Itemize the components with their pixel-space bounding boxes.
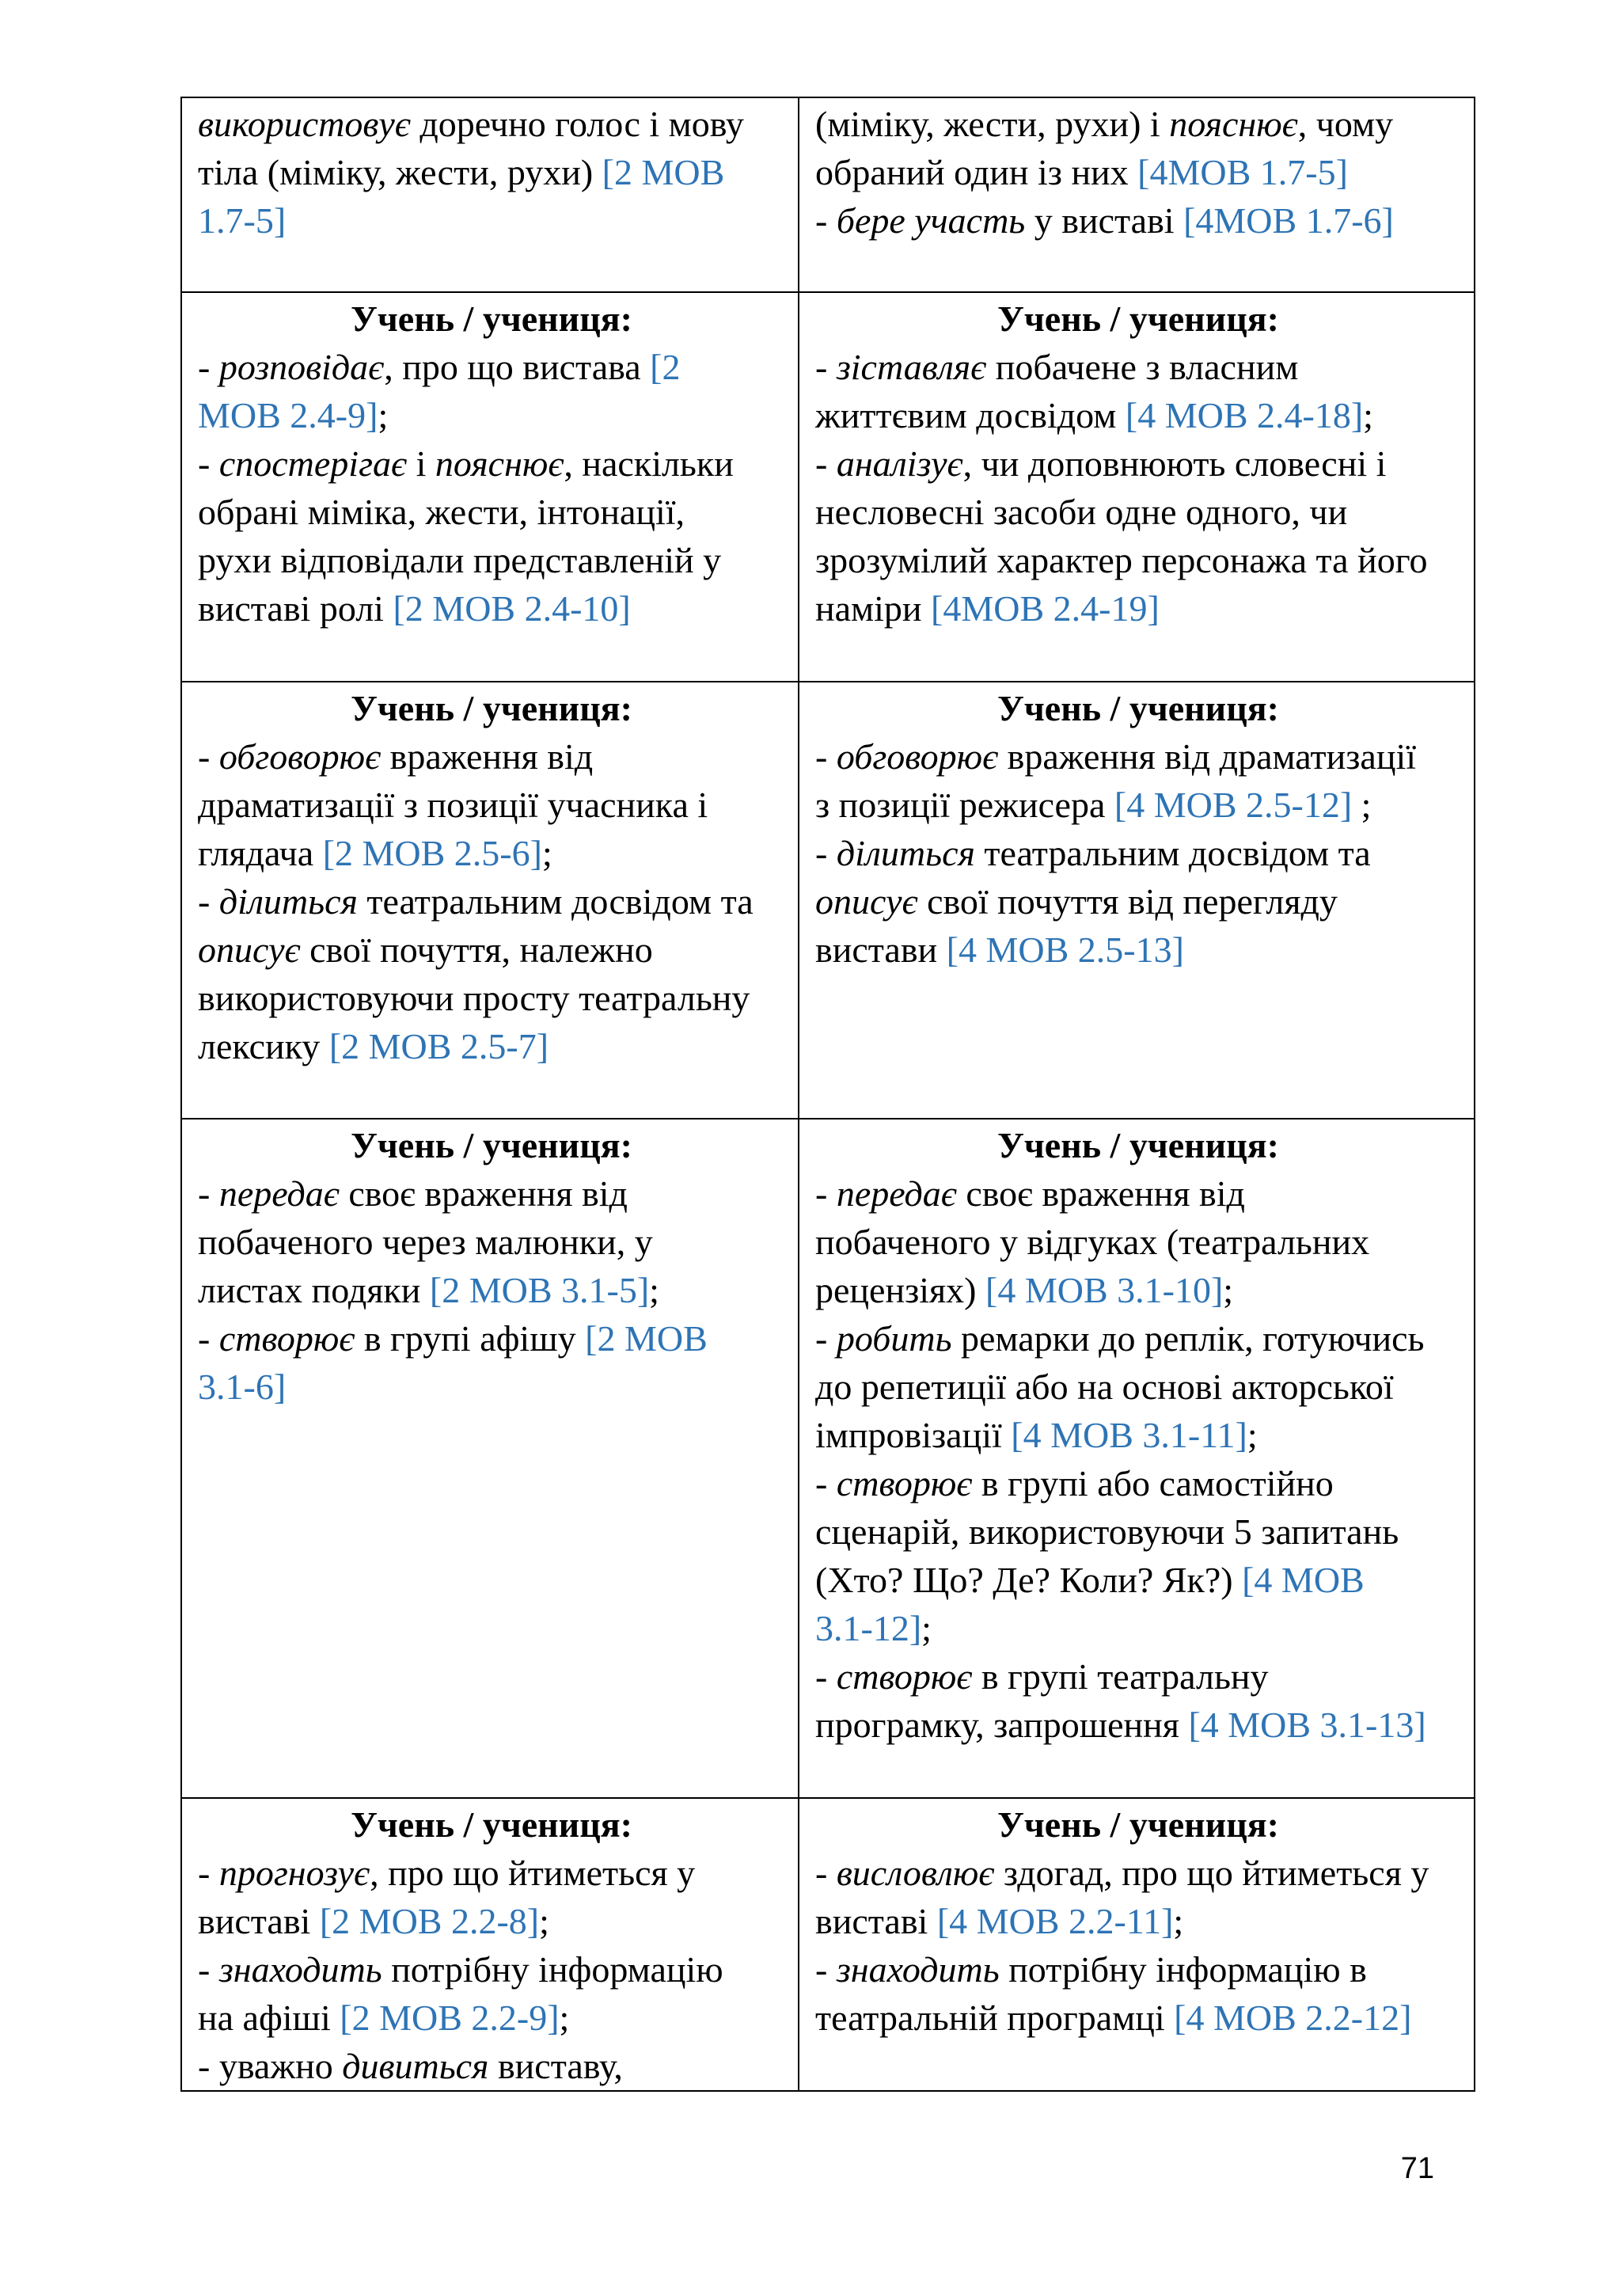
- text-line: [815, 1169, 1461, 1218]
- action-verb: аналізує: [836, 443, 963, 484]
- text-line: [198, 488, 785, 536]
- table-cell-grade-4: [799, 682, 1475, 1119]
- outcome-code-reference: 3.1-6]: [198, 1367, 287, 1407]
- text-fragment: виставі: [198, 1901, 320, 1941]
- text-fragment: своє враження від: [339, 1173, 628, 1214]
- text-line: [198, 974, 785, 1022]
- text-fragment: свої почуття від перегляду: [917, 881, 1338, 922]
- text-line: [198, 1169, 785, 1218]
- text-line: [198, 391, 785, 439]
- text-line: [198, 1218, 785, 1266]
- text-fragment: -: [815, 1173, 837, 1214]
- outcome-code-reference: [4 МОВ 2.5-13]: [946, 929, 1184, 970]
- text-line: [815, 1507, 1461, 1556]
- text-line: [815, 1266, 1461, 1314]
- text-line: [815, 148, 1461, 196]
- text-fragment: -: [815, 1656, 837, 1697]
- text-fragment: ;: [921, 1608, 932, 1648]
- table-cell-grade-4: [799, 1798, 1475, 2091]
- action-verb: дивиться: [342, 2046, 489, 2086]
- text-fragment: виставу,: [488, 2046, 623, 2086]
- text-fragment: театральним досвідом та: [357, 881, 754, 922]
- outcome-code-reference: [4МОВ 1.7-6]: [1183, 200, 1394, 241]
- text-line: [198, 1945, 785, 1994]
- action-verb: описує: [198, 929, 301, 970]
- text-fragment: ;: [539, 1901, 549, 1941]
- cell-heading: Учень / учениця:: [997, 1125, 1279, 1165]
- action-verb: знаходить: [836, 1949, 1000, 1990]
- text-line: [815, 1849, 1461, 1897]
- text-line: [815, 391, 1461, 439]
- table-row: [181, 682, 1475, 1119]
- text-fragment: , чому: [1297, 104, 1394, 144]
- text-line: [198, 781, 785, 829]
- outcome-code-reference: [4 МОВ 2.4-18]: [1125, 395, 1364, 435]
- text-fragment: ремарки до реплік, готуючись: [951, 1318, 1425, 1359]
- text-fragment: -: [198, 347, 219, 387]
- text-fragment: лексику: [198, 1026, 329, 1066]
- cell-heading: Учень / учениця:: [351, 1125, 632, 1165]
- text-fragment: ;: [1247, 1415, 1258, 1455]
- action-verb: висловлює: [836, 1853, 995, 1893]
- outcome-code-reference: [2 МОВ 3.1-5]: [429, 1270, 650, 1310]
- action-verb: створює: [836, 1463, 973, 1503]
- text-fragment: ;: [1363, 395, 1373, 435]
- action-verb: прогнозує: [218, 1853, 370, 1893]
- table-row: [181, 97, 1475, 292]
- outcome-code-reference: МОВ 2.4-9]: [198, 395, 378, 435]
- outcome-code-reference: [4 МОВ 3.1-13]: [1188, 1705, 1426, 1745]
- text-line: [815, 1556, 1461, 1604]
- outcome-code-reference: [4МОВ 2.4-19]: [931, 588, 1160, 629]
- text-fragment: -: [815, 736, 837, 777]
- table-cell-grade-2: [181, 1119, 799, 1798]
- text-line: [198, 343, 785, 391]
- text-fragment: доречно голос і мову: [410, 104, 744, 144]
- text-fragment: -: [815, 347, 837, 387]
- text-line: [198, 1022, 785, 1070]
- text-line: [198, 732, 785, 781]
- text-line: [815, 1314, 1461, 1363]
- text-line: [198, 1849, 785, 1897]
- text-fragment: здогад, про що йтиметься у: [994, 1853, 1429, 1893]
- text-fragment: сценарій, використовуючи 5 запитань: [815, 1511, 1399, 1552]
- cell-heading: Учень / учениця:: [997, 1804, 1279, 1845]
- text-fragment: ;: [1352, 785, 1372, 825]
- text-fragment: тіла (міміку, жести, рухи): [198, 152, 602, 192]
- text-fragment: з позиції режисера: [815, 785, 1114, 825]
- text-line: [198, 148, 785, 196]
- text-fragment: використовуючи просту театральну: [198, 978, 750, 1018]
- text-fragment: обрані міміка, жести, інтонації,: [198, 492, 685, 532]
- outcome-code-reference: 3.1-12]: [815, 1608, 922, 1648]
- text-fragment: ;: [1223, 1270, 1234, 1310]
- text-fragment: ;: [1173, 1901, 1184, 1941]
- text-fragment: -: [198, 1853, 219, 1893]
- text-fragment: обраний один із них: [815, 152, 1138, 192]
- action-verb: ділиться: [836, 833, 975, 873]
- text-fragment: -: [198, 1173, 219, 1214]
- text-fragment: ;: [378, 395, 389, 435]
- table-cell-grade-2: [181, 1798, 799, 2091]
- text-fragment: життєвим досвідом: [815, 395, 1126, 435]
- text-line: [815, 584, 1461, 633]
- text-fragment: свої почуття, належно: [300, 929, 653, 970]
- cell-heading: Учень / учениця:: [351, 1804, 632, 1845]
- outcome-code-reference: [2 МОВ 2.2-9]: [340, 1998, 560, 2038]
- outcome-code-reference: [4 МОВ 3.1-11]: [1011, 1415, 1247, 1455]
- action-verb: ділиться: [218, 881, 358, 922]
- text-line: [198, 1994, 785, 2042]
- text-fragment: (міміку, жести, рухи) і: [815, 104, 1170, 144]
- action-verb: обговорює: [218, 736, 382, 777]
- table-cell-grade-2: [181, 682, 799, 1119]
- text-line: [198, 439, 785, 488]
- text-line: [815, 1218, 1461, 1266]
- action-verb: описує: [815, 881, 918, 922]
- text-fragment: рецензіях): [815, 1270, 985, 1310]
- text-fragment: виставі: [815, 1901, 937, 1941]
- text-line: [815, 781, 1461, 829]
- outcome-code-reference: [2 МОВ 2.5-7]: [328, 1026, 549, 1066]
- text-fragment: рухи відповідали представленій у: [198, 540, 722, 580]
- text-line: [815, 1363, 1461, 1411]
- text-fragment: -: [198, 1949, 219, 1990]
- text-fragment: враження від драматизації: [998, 736, 1417, 777]
- page-number: 71: [1400, 2152, 1434, 2185]
- text-fragment: імпровізації: [815, 1415, 1012, 1455]
- text-line: [815, 877, 1461, 926]
- cell-heading: Учень / учениця:: [997, 688, 1279, 728]
- outcome-code-reference: [2: [650, 347, 681, 387]
- text-fragment: драматизації з позиції учасника і: [198, 785, 708, 825]
- text-fragment: -: [198, 1318, 219, 1359]
- table-cell-grade-2: [181, 292, 799, 682]
- action-verb: створює: [836, 1656, 973, 1697]
- outcome-code-reference: [2 МОВ: [585, 1318, 708, 1359]
- text-fragment: наміри: [815, 588, 932, 629]
- text-fragment: побаченого у відгуках (театральних: [815, 1222, 1370, 1262]
- text-fragment: побаченого через малюнки, у: [198, 1222, 653, 1262]
- text-fragment: в групі театральну: [972, 1656, 1269, 1697]
- text-line: [815, 1459, 1461, 1507]
- text-fragment: потрібну інформацію: [382, 1949, 723, 1990]
- action-verb: передає: [218, 1173, 340, 1214]
- table-row: [181, 1798, 1475, 2091]
- text-line: [198, 584, 785, 633]
- text-line: [815, 1411, 1461, 1459]
- text-fragment: своє враження від: [956, 1173, 1245, 1214]
- text-fragment: -: [198, 736, 219, 777]
- text-fragment: в групі або самостійно: [972, 1463, 1334, 1503]
- text-fragment: програмку, запрошення: [815, 1705, 1189, 1745]
- text-fragment: (Хто? Що? Де? Коли? Як?): [815, 1560, 1243, 1600]
- outcome-code-reference: [4 МОВ 2.5-12]: [1114, 785, 1353, 825]
- text-fragment: виставі ролі: [198, 588, 393, 629]
- text-fragment: -: [815, 1463, 837, 1503]
- action-verb: створює: [218, 1318, 355, 1359]
- action-verb: зіставляє: [836, 347, 987, 387]
- text-line: [815, 196, 1461, 245]
- outcome-code-reference: [2 МОВ: [602, 152, 725, 192]
- outcome-code-reference: [2 МОВ 2.4-10]: [393, 588, 631, 629]
- text-fragment: враження від: [381, 736, 594, 777]
- text-fragment: театральній програмці: [815, 1998, 1175, 2038]
- table-cell-grade-4: [799, 1119, 1475, 1798]
- text-fragment: ;: [541, 833, 552, 873]
- text-line: [815, 829, 1461, 877]
- text-line: [815, 536, 1461, 584]
- text-fragment: , наскільки: [564, 443, 734, 484]
- outcome-code-reference: [4 МОВ: [1242, 1560, 1365, 1600]
- text-line: [198, 926, 785, 974]
- text-line: [815, 343, 1461, 391]
- text-line: [815, 732, 1461, 781]
- text-line: [198, 1266, 785, 1314]
- text-line: [815, 1994, 1461, 2042]
- text-fragment: потрібну інформацію в: [999, 1949, 1367, 1990]
- text-fragment: зрозумілий характер персонажа та його: [815, 540, 1428, 580]
- text-fragment: , про що йтиметься у: [370, 1853, 696, 1893]
- outcome-code-reference: 1.7-5]: [198, 200, 287, 241]
- outcome-code-reference: [4 МОВ 3.1-10]: [985, 1270, 1224, 1310]
- text-fragment: вистави: [815, 929, 947, 970]
- text-line: [198, 1363, 785, 1411]
- text-line: [815, 488, 1461, 536]
- text-line: [815, 1604, 1461, 1652]
- text-fragment: -: [815, 1949, 837, 1990]
- text-fragment: ;: [649, 1270, 659, 1310]
- table-cell-grade-4: [799, 97, 1475, 292]
- text-fragment: -: [815, 1318, 837, 1359]
- text-fragment: в групі афішу: [355, 1318, 586, 1359]
- text-fragment: до репетиції або на основі акторської: [815, 1367, 1394, 1407]
- cell-heading: Учень / учениця:: [997, 298, 1279, 339]
- text-line: [815, 1897, 1461, 1945]
- outcomes-table: [180, 97, 1475, 2092]
- action-verb: робить: [836, 1318, 952, 1359]
- text-fragment: , про що вистава: [384, 347, 651, 387]
- text-line: [815, 926, 1461, 974]
- cell-heading: Учень / учениця:: [351, 688, 632, 728]
- action-verb: розповідає: [218, 347, 385, 387]
- text-fragment: театральним досвідом та: [974, 833, 1371, 873]
- outcome-code-reference: [4 МОВ 2.2-12]: [1174, 1998, 1412, 2038]
- outcome-code-reference: [4 МОВ 2.2-11]: [936, 1901, 1174, 1941]
- text-fragment: -: [815, 1853, 837, 1893]
- text-line: [815, 100, 1461, 148]
- action-verb: обговорює: [836, 736, 999, 777]
- text-fragment: і: [407, 443, 435, 484]
- text-fragment: -: [815, 200, 837, 241]
- text-line: [198, 100, 785, 148]
- table-row: [181, 292, 1475, 682]
- text-fragment: несловесні засоби одне одного, чи: [815, 492, 1348, 532]
- table-row: [181, 1119, 1475, 1798]
- text-fragment: на афіші: [198, 1998, 340, 2038]
- text-fragment: -: [198, 881, 219, 922]
- text-fragment: -: [198, 443, 219, 484]
- text-fragment: ;: [559, 1998, 570, 2038]
- action-verb: пояснює: [1169, 104, 1298, 144]
- text-line: [198, 829, 785, 877]
- text-fragment: -: [815, 443, 837, 484]
- action-verb: пояснює: [435, 443, 564, 484]
- text-line: [198, 2042, 785, 2090]
- text-fragment: у виставі: [1025, 200, 1184, 241]
- text-fragment: побачене з власним: [986, 347, 1299, 387]
- cell-heading: Учень / учениця:: [351, 298, 632, 339]
- text-fragment: глядача: [198, 833, 323, 873]
- table-cell-grade-2: [181, 97, 799, 292]
- action-verb: бере участь: [836, 200, 1026, 241]
- text-line: [198, 536, 785, 584]
- outcome-code-reference: [4МОВ 1.7-5]: [1137, 152, 1348, 192]
- text-line: [815, 1701, 1461, 1749]
- action-verb: знаходить: [218, 1949, 382, 1990]
- action-verb: передає: [836, 1173, 957, 1214]
- text-fragment: -: [815, 833, 837, 873]
- text-fragment: листах подяки: [198, 1270, 430, 1310]
- table-cell-grade-4: [799, 292, 1475, 682]
- text-line: [198, 1314, 785, 1363]
- action-verb: використовує: [198, 104, 411, 144]
- text-line: [815, 1652, 1461, 1701]
- text-fragment: , чи доповнюють словесні і: [962, 443, 1387, 484]
- text-line: [198, 1897, 785, 1945]
- outcome-code-reference: [2 МОВ 2.2-8]: [319, 1901, 540, 1941]
- text-line: [198, 877, 785, 926]
- text-line: [198, 196, 785, 245]
- text-fragment: - уважно: [198, 2046, 343, 2086]
- outcome-code-reference: [2 МОВ 2.5-6]: [322, 833, 542, 873]
- action-verb: спостерігає: [218, 443, 408, 484]
- text-line: [815, 1945, 1461, 1994]
- text-line: [815, 439, 1461, 488]
